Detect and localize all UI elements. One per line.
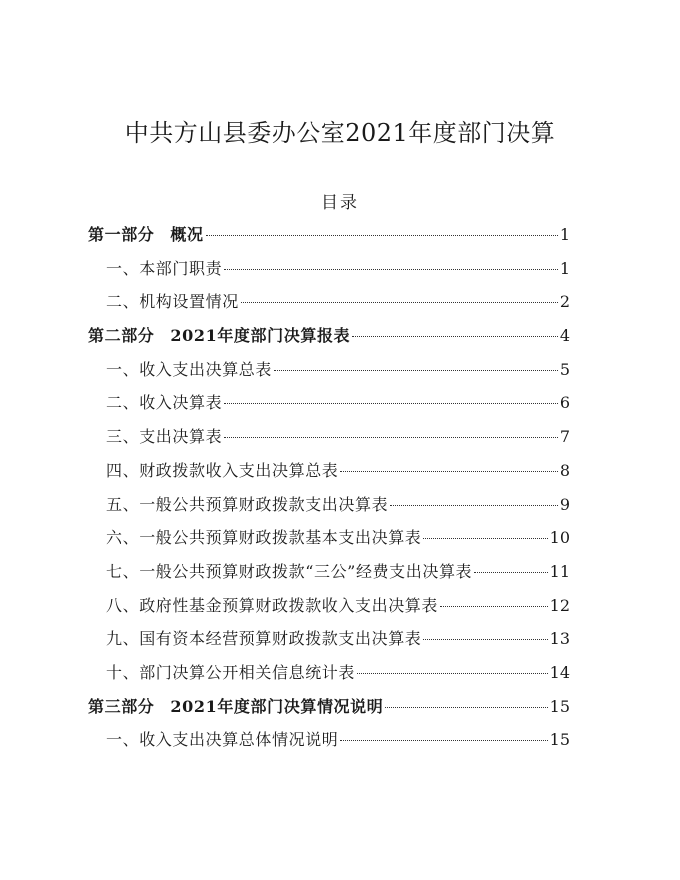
toc-entry-label: 九、国有资本经营预算财政拨款支出决算表 <box>106 629 422 649</box>
toc-entry-label: 二、机构设置情况 <box>106 292 239 312</box>
toc-leader-dots <box>224 437 558 438</box>
toc-entry-label: 一、收入支出决算总表 <box>106 359 273 379</box>
toc-entry-label: 四、财政拨款收入支出决算总表 <box>106 460 339 480</box>
toc-leader-dots <box>224 403 558 404</box>
toc-entry-page: 1 <box>559 225 570 244</box>
toc-leader-dots <box>340 471 557 472</box>
toc-leader-dots <box>206 235 558 236</box>
toc-leader-dots <box>340 740 547 741</box>
toc-entry[interactable] <box>88 727 570 761</box>
toc-entry[interactable] <box>88 289 570 323</box>
toc-entry-page: 4 <box>559 326 570 346</box>
toc-entry-label: 十、部门决算公开相关信息统计表 <box>106 662 356 682</box>
toc-entry-label: 五、一般公共预算财政拨款支出决算表 <box>106 494 389 514</box>
document-title: 中共方山县委办公室2021年度部门决算 <box>124 119 556 147</box>
toc-entry-page: 14 <box>549 662 570 682</box>
toc-leader-dots <box>390 505 558 506</box>
toc-entry-label: 一、本部门职责 <box>106 258 223 278</box>
toc-entry-label: 二、收入决算表 <box>106 393 223 413</box>
toc-entry-page: 5 <box>559 359 570 379</box>
toc-entry[interactable] <box>88 525 570 559</box>
toc-leader-dots <box>423 538 547 539</box>
toc-entry-page: 13 <box>549 629 570 649</box>
toc-entry[interactable] <box>88 458 570 492</box>
toc-entry[interactable] <box>88 390 570 424</box>
toc-leader-dots <box>474 572 547 573</box>
toc-leader-dots <box>352 336 558 337</box>
toc-entry[interactable] <box>88 593 570 627</box>
toc-heading: 目录 <box>321 193 359 213</box>
toc-entry[interactable] <box>88 357 570 391</box>
toc-entry-label: 一、收入支出决算总体情况说明 <box>106 730 339 750</box>
toc-entry-label: 第二部分 2021年度部门决算报表 <box>88 326 351 346</box>
toc-entry-label: 六、一般公共预算财政拨款基本支出决算表 <box>106 528 422 548</box>
toc-entry-label: 七、一般公共预算财政拨款“三公”经费支出决算表 <box>106 561 473 581</box>
toc-entry-page: 11 <box>549 561 570 581</box>
toc-entry[interactable] <box>88 256 570 290</box>
table-of-contents <box>88 222 570 761</box>
toc-entry-label: 第一部分 概况 <box>88 225 204 244</box>
toc-entry[interactable] <box>88 626 570 660</box>
toc-entry[interactable] <box>88 492 570 526</box>
toc-leader-dots <box>357 673 548 674</box>
toc-entry-page: 1 <box>559 258 570 278</box>
toc-entry-page: 6 <box>559 393 570 413</box>
toc-leader-dots <box>224 269 558 270</box>
toc-leader-dots <box>274 370 558 371</box>
toc-entry[interactable] <box>88 424 570 458</box>
toc-entry-page: 2 <box>559 292 570 312</box>
toc-entry-label: 三、支出决算表 <box>106 427 223 447</box>
toc-entry-page: 8 <box>559 460 570 480</box>
toc-entry-part-1[interactable] <box>88 222 570 256</box>
toc-entry-page: 15 <box>549 696 570 716</box>
toc-leader-dots <box>385 707 547 708</box>
toc-entry-part-2[interactable] <box>88 323 570 357</box>
toc-entry[interactable] <box>88 559 570 593</box>
toc-entry-page: 7 <box>559 427 570 447</box>
toc-leader-dots <box>440 606 548 607</box>
toc-leader-dots <box>423 639 547 640</box>
toc-entry-label: 第三部分 2021年度部门决算情况说明 <box>88 696 384 716</box>
toc-entry-page: 9 <box>559 494 570 514</box>
toc-entry-label: 八、政府性基金预算财政拨款收入支出决算表 <box>106 595 439 615</box>
toc-entry-page: 12 <box>549 595 570 615</box>
toc-entry[interactable] <box>88 660 570 694</box>
toc-entry-part-3[interactable] <box>88 694 570 728</box>
toc-entry-page: 15 <box>549 730 570 750</box>
toc-leader-dots <box>241 302 558 303</box>
toc-entry-page: 10 <box>549 528 570 548</box>
